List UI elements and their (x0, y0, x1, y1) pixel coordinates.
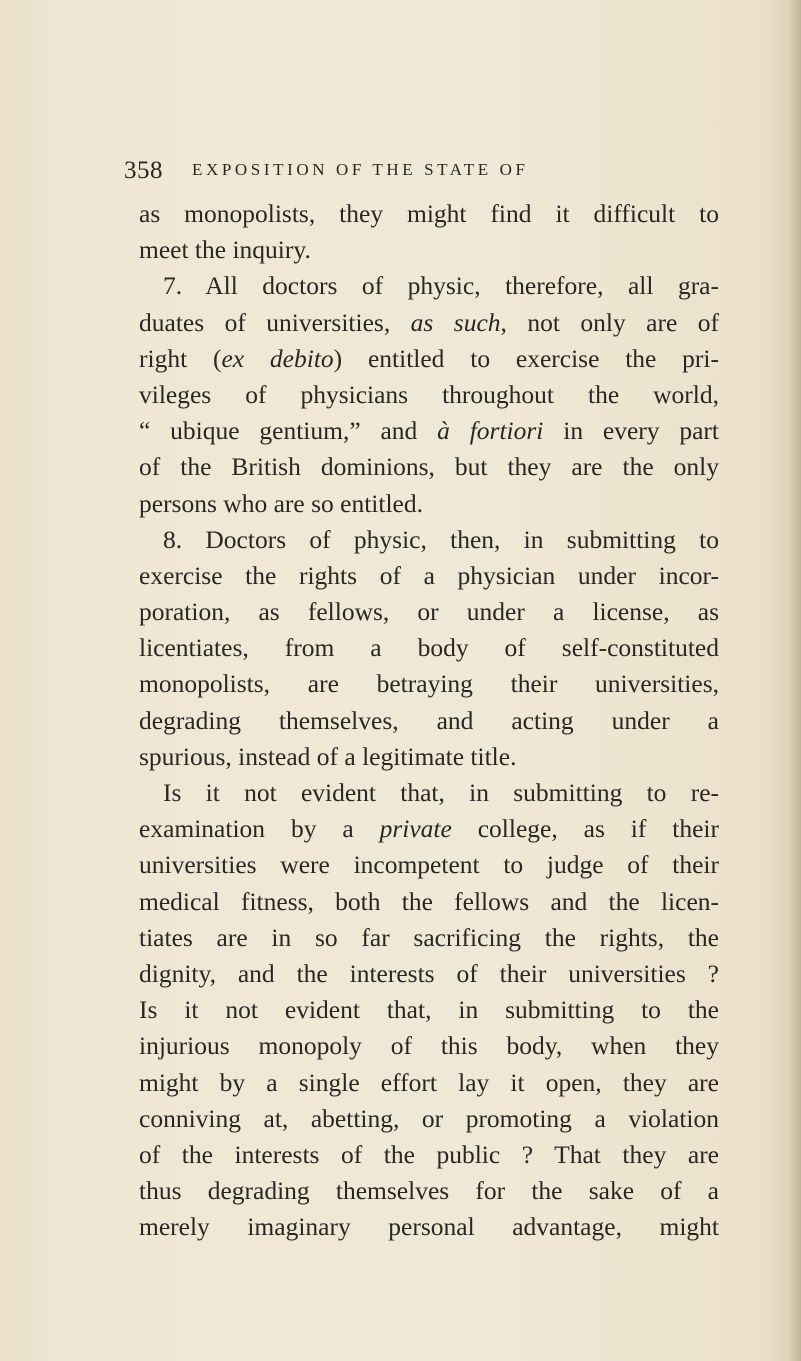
text-line: monopolists, are betraying their universities, (139, 669, 719, 699)
text-line: poration, as fellows, or under a license, as (139, 597, 719, 627)
text-line: Is it not evident that, in submitting to re- (163, 778, 719, 807)
text-line: degrading themselves, and acting under a (139, 705, 719, 735)
text-line: as monopolists, they might find it difficult to (139, 199, 719, 228)
text-segment: , not only are of (500, 307, 719, 337)
text-segment: college, as if their (451, 814, 719, 844)
italic-text: à fortiori (437, 416, 544, 446)
text-line (139, 811, 719, 847)
page-edge-shadow (789, 0, 801, 1361)
text-line: persons who are so entitled. (139, 488, 423, 518)
text-line (139, 305, 719, 341)
text-line: licentiates, from a body of self-constituted (139, 633, 719, 663)
text-line (139, 341, 719, 377)
text-segment: duates of universities, (139, 307, 411, 337)
text-line: spurious, instead of a legitimate title. (139, 741, 517, 771)
text-line: injurious monopoly of this body, when they (139, 1031, 719, 1061)
text-line: tiates are in so far sacrificing the rights, the (139, 922, 719, 952)
text-segment: right ( (139, 343, 222, 373)
text-line: conniving at, abetting, or promoting a violation (139, 1103, 719, 1133)
text-segment: examination by a (139, 814, 380, 844)
text-line: 8. Doctors of physic, then, in submitting to (163, 524, 719, 554)
text-line: 7. All doctors of physic, therefore, all gra- (163, 271, 719, 301)
italic-text: ex debito (221, 343, 334, 373)
text-segment: ) entitled to exercise the pri- (333, 343, 720, 373)
body-text (139, 196, 719, 1245)
text-line: dignity, and the interests of their universities ? (139, 958, 719, 988)
italic-text: as such (410, 307, 501, 337)
text-line: Is it not evident that, in submitting to the (139, 995, 719, 1025)
text-line: might by a single effort lay it open, they are (139, 1067, 719, 1097)
text-segment: “ ubique gentium,” and (139, 416, 438, 446)
running-title: EXPOSITION OF THE STATE OF (192, 160, 529, 179)
text-line: meet the inquiry. (139, 235, 311, 265)
page-number: 358 (124, 157, 163, 184)
text-line: exercise the rights of a physician under incor- (139, 560, 719, 590)
text-line: medical fitness, both the fellows and the licen- (139, 886, 719, 916)
text-line: thus degrading themselves for the sake of a (139, 1176, 719, 1206)
text-line: merely imaginary personal advantage, might (139, 1212, 719, 1242)
italic-text: private (379, 814, 452, 844)
running-head (124, 157, 724, 187)
text-segment: in every part (543, 416, 720, 446)
text-line: universities were incompetent to judge of their (139, 850, 719, 880)
text-line: of the interests of the public ? That they are (139, 1139, 719, 1169)
text-line (139, 413, 719, 449)
text-line: vileges of physicians throughout the world, (139, 379, 719, 409)
text-line: of the British dominions, but they are the only (139, 452, 719, 482)
